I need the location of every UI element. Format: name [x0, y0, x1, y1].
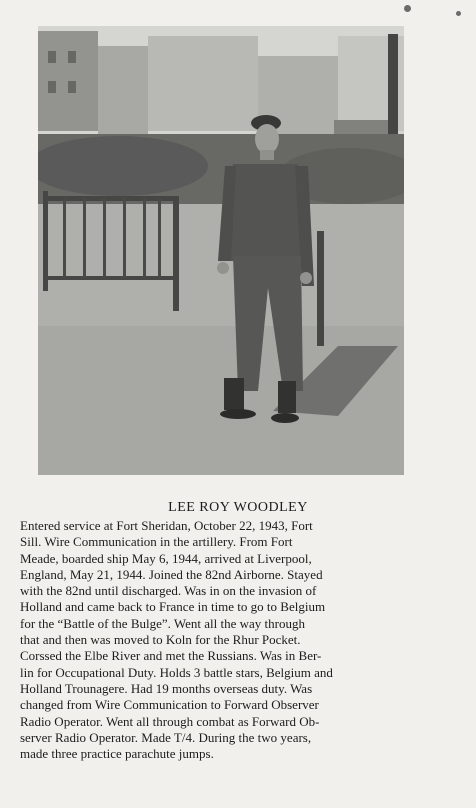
print-speck — [456, 11, 461, 16]
bio-line: Corssed the Elbe River and met the Russians. Was in Ber- — [20, 648, 322, 664]
photo-illustration — [38, 26, 404, 475]
bio-line: changed from Wire Communication to Forward Observer — [20, 697, 319, 713]
bio-line: Entered service at Fort Sheridan, October 22, 1943, Fort — [20, 518, 313, 533]
bio-line: for the “Battle of the Bulge”. Went all the way through — [20, 615, 305, 631]
bio-line: Sill. Wire Communication in the artillery. From Fort — [20, 534, 293, 550]
bio-line: Holland Trounagere. Had 19 months overseas duty. Was — [20, 680, 313, 696]
soldier-name-heading: LEE ROY WOODLEY — [168, 500, 308, 515]
bio-line: lin for Occupational Duty. Holds 3 battle stars, Belgium and — [20, 664, 333, 680]
soldier-photograph — [38, 26, 404, 475]
bio-line: that and then was moved to Koln for the Rhur Pocket. — [20, 632, 301, 648]
service-biography — [20, 518, 450, 762]
bio-line: England, May 21, 1944. Joined the 82nd Airborne. Stayed — [20, 566, 323, 582]
bio-line: Holland and came back to France in time to go to Belgium — [20, 599, 326, 615]
print-speck — [404, 5, 411, 12]
bio-line: with the 82nd until discharged. Was in on the invasion of — [20, 583, 317, 599]
bio-line: made three practice parachute jumps. — [20, 746, 214, 762]
bio-line: Meade, boarded ship May 6, 1944, arrived at Liverpool, — [20, 550, 312, 566]
bio-line: server Radio Operator. Made T/4. During the two years, — [20, 729, 312, 745]
bio-line: Radio Operator. Went all through combat as Forward Ob- — [20, 713, 320, 729]
